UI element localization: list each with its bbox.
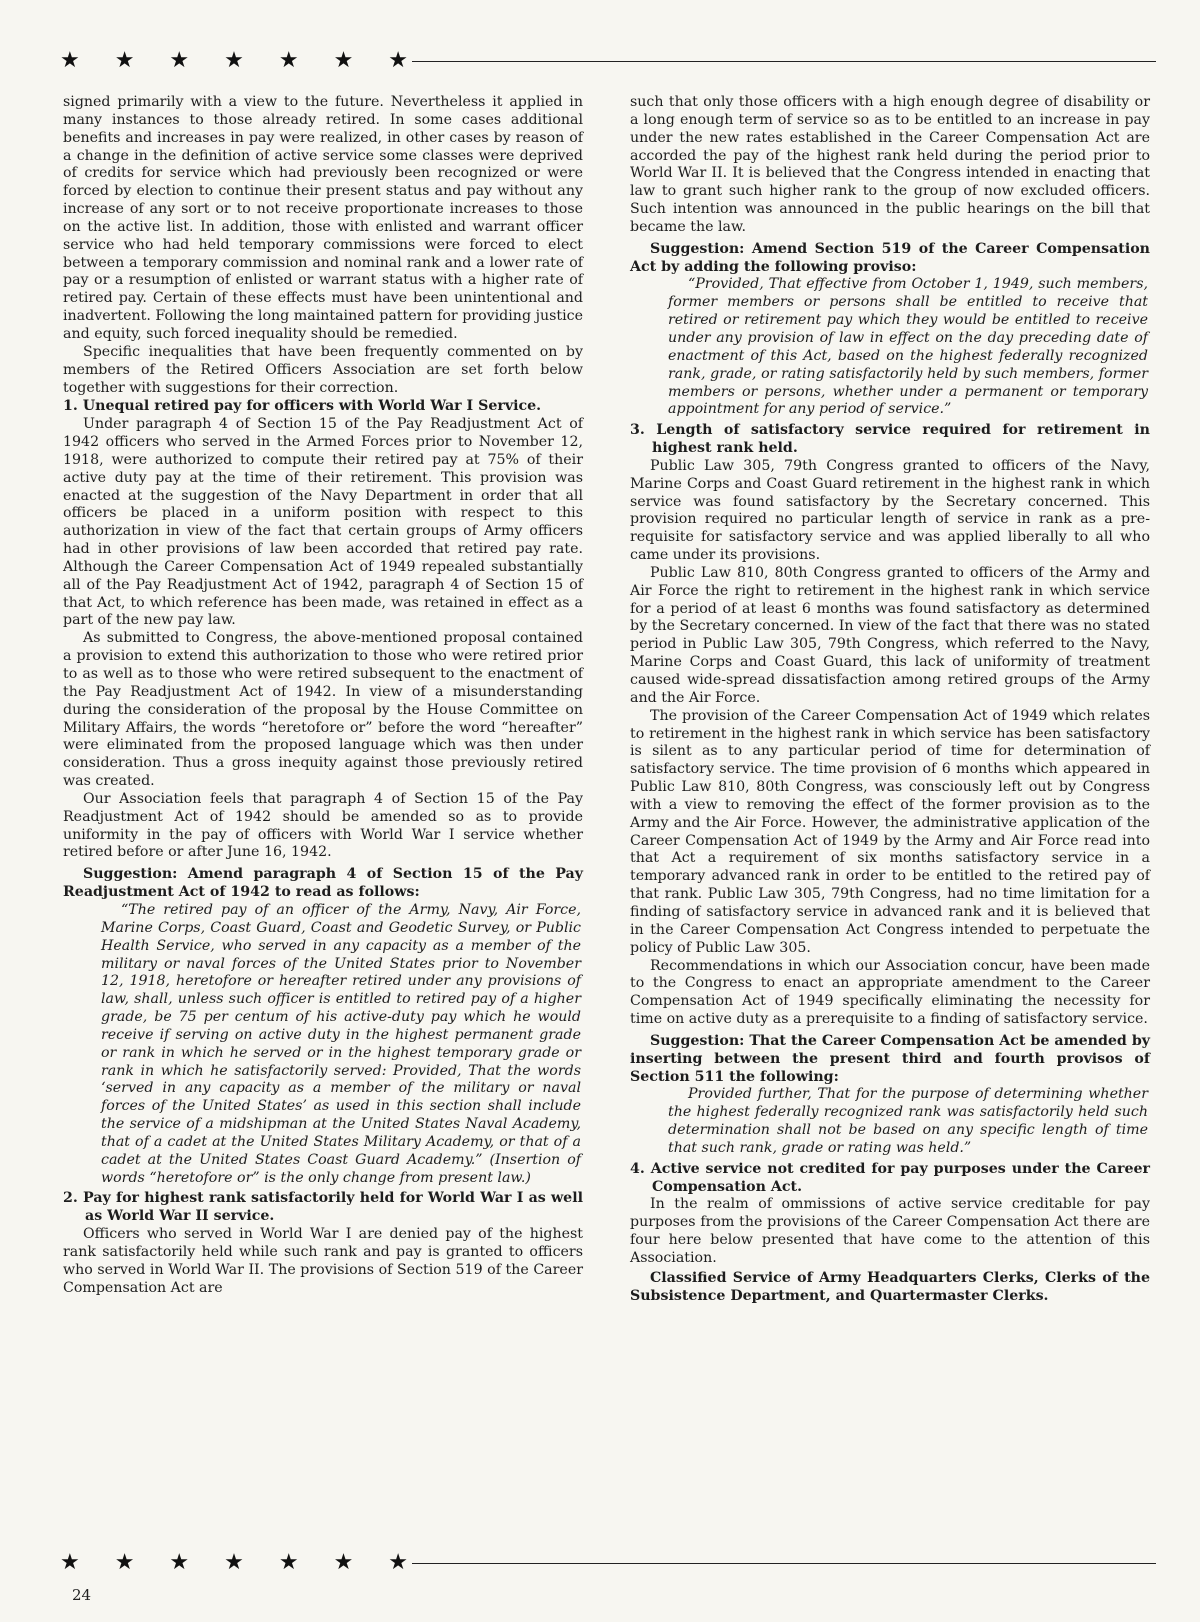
section-heading-2: 2. Pay for highest rank satisfactorily held for World War I as well as World War II service. <box>63 1190 583 1225</box>
right-paragraph-5: Recommendations in which our Association concur, have been made to the Congress to enact an appropriate amendment to the Career Compensation Act of 1949 specifically eliminating the necessity for time on active duty as a prerequisite to a finding of satisfactory service. <box>630 957 1150 1028</box>
header-rule <box>412 61 1156 62</box>
left-paragraph-4: As submitted to Congress, the above-mentioned proposal contained a provision to extend this authorization to those who were retired prior to as well as to those who were retired subsequent to the enactment of the Pay Readjustment Act of 1942. In view of a misunderstanding during the consideration of the proposal by the House Committee on Military Affairs, the words “heretofore or” before the word “hereafter” were eliminated from the proposed language which was then under consideration. Thus a gross inequity against those previously retired was created. <box>63 630 583 790</box>
left-paragraph-5: Our Association feels that paragraph 4 of Section 15 of the Pay Readjustment Act of 1942 should be amended so as to provide uniformity in the pay of officers with World War I service whether retired before or after June 16, 1942. <box>63 790 583 861</box>
right-paragraph-1: such that only those officers with a high enough degree of disability or a long enough term of service so as to be entitled to an increase in pay under the new rates established in the Career Compensation Act are accorded the pay of the highest rank held during the period prior to World War II. It is believed that the Congress intended in enacting that law to grant such higher rank to the group of now excluded officers. Such intention was announced in the public hearings on the bill that became the law. <box>630 94 1150 235</box>
suggestion-3: Suggestion: That the Career Compensation Act be amended by inserting between the present third and fourth provisos of Section 511 the following: <box>630 1032 1150 1085</box>
right-paragraph-6: In the realm of ommissions of active service creditable for pay purposes from the provisions of the Career Compensation Act there are four here below presented that have come to the attention of this Association. <box>630 1196 1150 1266</box>
right-paragraph-3: Public Law 810, 80th Congress granted to officers of the Army and Air Force the right to retirement in the highest rank in which service for a period of at least 6 months was found satisfactory as determined by the Secretary concerned. In view of the fact that there was no stated period in Public Law 305, 79th Congress, which referred to the Navy, Marine Corps and Coast Guard, this lack of uniformity of treatment caused wide-spread dissatisfaction among retired groups of the Army and the Air Force. <box>630 564 1150 706</box>
suggestion-1: Suggestion: Amend paragraph 4 of Section 15 of the Pay Readjustment Act of 1942 to read as follows: <box>63 866 583 901</box>
section-heading-4: 4. Active service not credited for pay purposes under the Career Compensation Act. <box>630 1160 1150 1195</box>
quoted-proviso-3: Provided further, That for the purpose of determining whether the highest federally recognized rank was satisfactorily held such determination shall not be based on any specific length of time that such rank, grade or rating was held.” <box>668 1086 1148 1156</box>
left-paragraph-3: Under paragraph 4 of Section 15 of the Pay Readjustment Act of 1942 officers who served in the Armed Forces prior to November 12, 1918, were authorized to compute their retired pay at 75% of their active duty pay at the time of their retirement. This provision was enacted at the suggestion of the Navy Department in order that all officers be placed in a uniform position with respect to this authorization in view of the fact that certain groups of Army officers had in other provisions of law been accorded that retired pay rate. Although the Career Compensation Act of 1949 repealed substantially all of the Pay Readjustment Act of 1942, paragraph 4 of Section 15 of that Act, to which reference has been made, was retained in effect as a part of the new pay law. <box>63 416 583 629</box>
right-column <box>630 94 1150 1306</box>
suggestion-2: Suggestion: Amend Section 519 of the Career Compensation Act by adding the following proviso: <box>630 240 1150 275</box>
section-heading-1: 1. Unequal retired pay for officers with World War I Service. <box>63 398 542 415</box>
quoted-amendment-1: “The retired pay of an officer of the Army, Navy, Air Force, Marine Corps, Coast Guard, Coast and Geodetic Survey, or Public Health Service, who served in any capacity as a member of the military or naval forces of the United States prior to November 12, 1918, heretofore or hereafter retired under any provisions of law, shall, unless such officer is entitled to retired pay of a higher grade, be 75 per centum of his active-duty pay which he would receive if serving on active duty in the highest permanent grade or rank in which he served or in the highest temporary grade or rank in which he satisfactorily served: Provided, That the words ‘served in any capacity as a member of the military or naval forces of the United States’ as used in this section shall include the service of a midshipman at the United States Naval Academy, that of a cadet at the United States Military Academy, or that of a cadet at the United States Coast Guard Academy.” (Insertion of words “heretofore or” is the only change from present law.) <box>101 901 581 1186</box>
right-paragraph-2: Public Law 305, 79th Congress granted to officers of the Navy, Marine Corps and Coast Guard retirement in the highest rank in which service was found satisfactory by the Secretary concerned. This provision required no particular length of service in rank as a pre-requisite for satisfactory service and was applied liberally to all who came under its provisions. <box>630 457 1150 564</box>
left-column <box>63 94 583 1298</box>
right-paragraph-4: The provision of the Career Compensation Act of 1949 which relates to retirement in the highest rank in which service has been satisfactory is silent as to any particular period of time for determination of satisfactory service. The time provision of 6 months which appeared in Public Law 810, 80th Congress, was consciously left out by Congress with a view to removing the effect of the former provision as to the Army and the Air Force. However, the administrative application of the Career Compensation Act of 1949 by the Army and Air Force read into that Act a requirement of six months satisfactory service in a temporary advanced rank in order to be entitled to the retired pay of that rank. Public Law 305, 79th Congress, had no time limitation for a finding of satisfactory service in advanced rank and it is believed that in the Career Compensation Act Congress intended to perpetuate the policy of Public Law 305. <box>630 707 1150 956</box>
left-paragraph-1: signed primarily with a view to the future. Nevertheless it applied in many instances to those already retired. In some cases additional benefits and increases in pay were realized, in other cases by reason of a change in the definition of active service some classes were deprived of credits for service which had previously been recognized or were forced by election to continue their present status and pay without any increase of any sort or to not receive proportionate increases to those on the active list. In addition, those with enlisted and warrant officer service who had held temporary commissions were forced to elect between a temporary commission and nominal rank and a lower rate of pay or a resumption of enlisted or warrant status with a higher rate of retired pay. Certain of these effects must have been unintentional and inadvertent. Following the long maintained pattern for providing justice and equity, such forced inequality should be remedied. <box>63 94 583 342</box>
left-paragraph-2: Specific inequalities that have been frequently commented on by members of the Retired Officers Association are set forth below together with suggestions for their correction. <box>63 343 583 396</box>
header-stars: ★ ★ ★ ★ ★ ★ ★ <box>60 48 423 73</box>
footer-stars: ★ ★ ★ ★ ★ ★ ★ <box>60 1550 423 1575</box>
footer-star-rule <box>60 1552 1156 1574</box>
header-star-rule <box>60 50 1156 72</box>
section-heading-3: 3. Length of satisfactory service required for retirement in highest rank held. <box>630 422 1150 457</box>
page-number: 24 <box>72 1586 92 1604</box>
quoted-proviso-2: “Provided, That effective from October 1, 1949, such members, former members or persons shall be entitled to receive that retired or retirement pay which they would be entitled to receive under any provision of law in effect on the day preceding date of enactment of this Act, based on the highest federally recognized rank, grade, or rating satisfactorily held by such members, former members or persons, whether under a permanent or temporary appointment for any period of service.” <box>668 276 1148 418</box>
classified-service-heading: Classified Service of Army Headquarters Clerks, Clerks of the Subsistence Department, and Quartermaster Clerks. <box>630 1269 1150 1304</box>
footer-rule <box>412 1563 1156 1564</box>
left-paragraph-6: Officers who served in World War I are denied pay of the highest rank satisfactorily held while such rank and pay is granted to officers who served in World War II. The provisions of Section 519 of the Career Compensation Act are <box>63 1226 583 1296</box>
